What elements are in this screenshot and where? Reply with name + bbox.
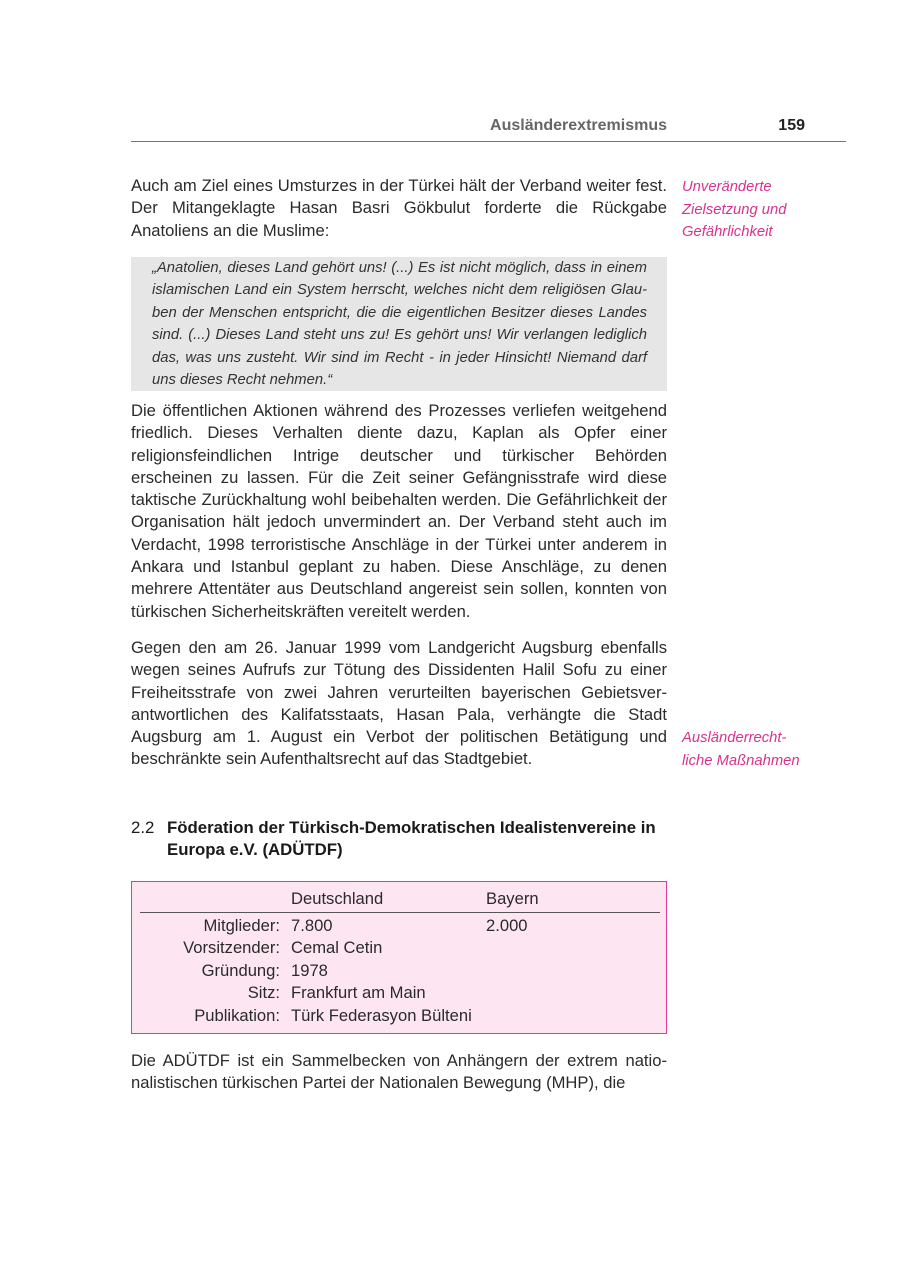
row-label-publication: Publikation: [194, 1006, 280, 1025]
margin-note-goals: Unveränderte Zielsetzung und Gefährlichkeit [682, 179, 787, 241]
value-chairman: Cemal Cetin [291, 938, 383, 957]
value-members-germany: 7.800 [291, 916, 333, 935]
table-header-rule [140, 912, 660, 913]
quote-text: „Anatolien, dieses Land gehört uns! (...) Es ist nicht möglich, dass in einem islamischen Land ein System herrscht, welches nicht dem religiösen Glauben der Menschen entspricht, die die eigentlichen Besitzer dieses Landes sind. (...) Dieses Land steht uns zu! Es gehört uns! Wir verlangen lediglich das, was uns zusteht. Wir sind im Recht - in jeder Hinsicht! Niemand darf uns dieses Recht nehmen.“ [152, 260, 647, 389]
row-label-members: Mitglieder: [203, 916, 280, 935]
page-number: 159 [778, 117, 805, 134]
info-table [131, 881, 667, 1034]
running-title: Ausländerextremismus [490, 117, 667, 134]
row-label-founding: Gründung: [201, 961, 280, 980]
value-founding: 1978 [291, 961, 328, 980]
column-header-bavaria: Bayern [486, 889, 539, 908]
column-header-germany: Deutschland [291, 889, 384, 908]
value-members-bavaria: 2.000 [486, 916, 528, 935]
row-label-chairman: Vorsitzender: [183, 938, 280, 957]
paragraph-4: Die ADÜTDF ist ein Sammelbecken von Anhängern der extrem nationalistischen türkischen Partei der Nationalen Bewegung (MHP), die [131, 1051, 667, 1093]
margin-note-measures: Ausländerrecht- liche Maßnahmen [682, 730, 800, 769]
value-publication: Türk Federasyon Bülteni [291, 1006, 472, 1025]
quote-box [131, 257, 667, 391]
section-title: Föderation der Türkisch-Demokratischen Idealistenvereine in Europa e.V. (ADÜTDF) [167, 818, 656, 860]
row-label-seat: Sitz: [247, 983, 280, 1002]
paragraph-1: Auch am Ziel eines Umsturzes in der Türkei hält der Verband weiter fest. Der Mitangeklagte Hasan Basri Gökbulut forderte die Rückgabe Anatoliens an die Muslime: [131, 176, 667, 240]
section-number: 2.2 [131, 818, 155, 837]
header-divider [131, 141, 846, 142]
paragraph-2: Die öffentlichen Aktionen während des Prozesses verliefen weitgehend friedlich. Dieses Verhalten diente dazu, Kaplan als Opfer einer religionsfeindlichen Intrige deutscher und türkischer Behörden erscheinen zu lassen. Für die Zeit seiner Gefängnisstrafe wird diese taktische Zurückhaltung wohl beibehalten werden. Die Gefährlichkeit der Organisation hält jedoch unvermindert an. Der Verband steht auch im Verdacht, 1998 terroristische Anschläge in der Türkei unter anderem in Ankara und Istanbul geplant zu haben. Diese Anschläge, zu denen mehrere Attentäter aus Deutschland angereist sein sollen, konnten von türkischen Sicherheitskräften vereitelt werden. [131, 401, 667, 621]
value-seat: Frankfurt am Main [291, 983, 426, 1002]
paragraph-3: Gegen den am 26. Januar 1999 vom Landgericht Augsburg ebenfalls wegen seines Aufrufs zur Tötung des Dissidenten Halil Sofu zu einer Freiheitsstrafe von zwei Jahren verurteilten bayerischen Gebietsverantwortlichen des Kalifatsstaats, Hasan Pala, verhängte die Stadt Augsburg am 1. August ein Verbot der politischen Betätigung und beschränkte sein Aufenthaltsrecht auf das Stadtgebiet. [131, 638, 667, 769]
